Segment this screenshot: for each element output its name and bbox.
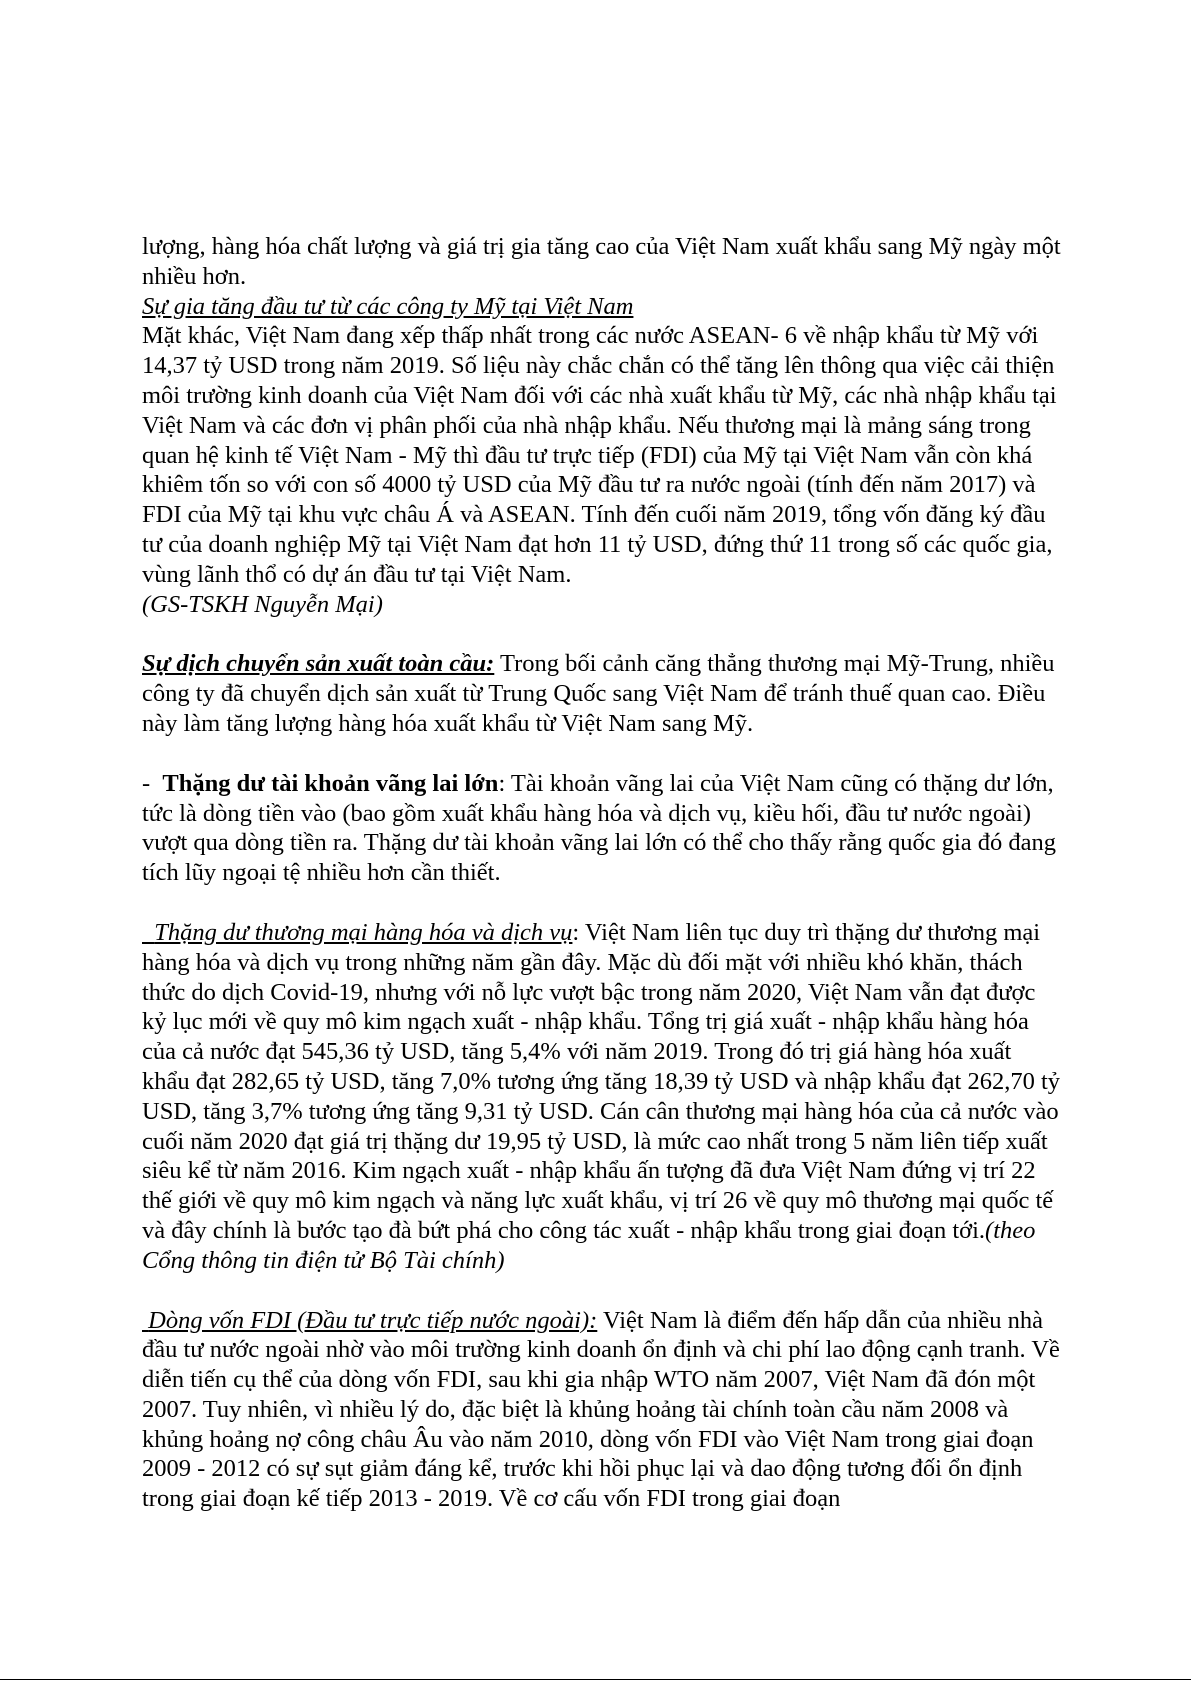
paragraph-export-growth: lượng, hàng hóa chất lượng và giá trị gia tăng cao của Việt Nam xuất khẩu sang Mỹ ngày một nhiều hơn. [142, 233, 1061, 290]
paragraph-current-account [142, 769, 1062, 888]
paragraph-trade-surplus-text: : Việt Nam liên tục duy trì thặng dư thương mại hàng hóa và dịch vụ trong những năm gần đây. Mặc dù đối mặt với nhiều khó khăn, thách thức do dịch Covid-19, nhưng với nỗ lực vượt bậc trong năm 2020, Việt Nam vẫn đạt được kỷ lục mới về quy mô kim ngạch xuất - nhập khẩu. Tổng trị giá xuất - nhập khẩu hàng hóa của cả nước đạt 545,36 tỷ USD, tăng 5,4% với năm 2019. Trong đó trị giá hàng hóa xuất khẩu đạt 282,65 tỷ USD, tăng 7,0% tương ứng tăng 18,39 tỷ USD và nhập khẩu đạt 262,70 tỷ USD, tăng 3,7% tương ứng tăng 9,31 tỷ USD. Cán cân thương mại hàng hóa của cả nước vào cuối năm 2020 đạt giá trị thặng dư 19,95 tỷ USD, là mức cao nhất trong 5 năm liên tiếp xuất siêu kể từ năm 2016. Kim ngạch xuất - nhập khẩu ấn tượng đã đưa Việt Nam đứng vị trí 22 thế giới về quy mô kim ngạch và năng lực xuất khẩu, vị trí 26 về quy mô thương mại quốc tế và đây chính là bước tạo đà bứt phá cho công tác xuất - nhập khẩu trong giai đoạn tới. [142, 918, 1067, 1244]
paragraph-production-shift [142, 649, 1062, 738]
heading-production-shift: Sự dịch chuyển sản xuất toàn cầu: [142, 650, 495, 678]
paragraph-trade-surplus [142, 918, 1067, 1276]
source-citation: (theo Cổng thông tin điện tử Bộ Tài chính) [142, 1216, 1042, 1274]
heading-us-investment: Sự gia tăng đầu tư từ các công ty Mỹ tại Việt Nam [142, 292, 634, 320]
heading-trade-surplus: Thặng dư thương mại hàng hóa và dịch vụ [142, 918, 573, 946]
paragraph-spacer [142, 888, 1062, 918]
heading-fdi [142, 1307, 597, 1334]
paragraph-production-shift-text: Trong bối cảnh căng thẳng thương mại Mỹ-Trung, nhiều công ty đã chuyển dịch sản xuất từ Trung Quốc sang Việt Nam để tránh thuế quan cao. Điều này làm tăng lượng hàng hóa xuất khẩu từ Việt Nam sang Mỹ. [142, 650, 1055, 737]
list-dash: - [142, 769, 163, 797]
heading-fdi-text: Dòng vốn FDI (Đầu tư trực tiếp nước ngoài): [142, 1306, 598, 1334]
paragraph-us-investment [142, 321, 1062, 619]
paragraph-current-account-text: : Tài khoản vãng lai của Việt Nam cũng có thặng dư lớn, tức là dòng tiền vào (bao gồm xuất khẩu hàng hóa và dịch vụ, kiều hối, đầu tư nước ngoài) vượt qua dòng tiền ra. Thặng dư tài khoản vãng lai lớn có thể cho thấy rằng quốc gia đó đang tích lũy ngoại tệ nhiều hơn cần thiết. [142, 769, 1063, 887]
page-bottom-rule [0, 1679, 1191, 1680]
paragraph-spacer [142, 619, 1062, 649]
paragraph-fdi-text: Việt Nam là điểm đến hấp dẫn của nhiều nhà đầu tư nước ngoài nhờ vào môi trường kinh doanh ổn định và chi phí lao động cạnh tranh. Về diễn tiến cụ thể của dòng vốn FDI, sau khi gia nhập WTO năm 2007, Việt Nam đã đón một 2007. Tuy nhiên, vì nhiều lý do, đặc biệt là khủng hoảng tài chính toàn cầu năm 2008 và khủng hoảng nợ công châu Âu vào năm 2010, dòng vốn FDI vào Việt Nam trong giai đoạn 2009 - 2012 có sự sụt giảm đáng kể, trước khi hồi phục lại và dao động tương đối ổn định trong giai đoạn kế tiếp 2013 - 2019. Về cơ cấu vốn FDI trong giai đoạn [142, 1306, 1067, 1513]
paragraph-spacer [142, 1276, 1062, 1306]
heading-current-account: Thặng dư tài khoản vãng lai lớn [162, 769, 499, 797]
document-page [142, 232, 1067, 1514]
source-citation: (GS-TSKH Nguyễn Mại) [142, 590, 383, 618]
paragraph-us-investment-text: Mặt khác, Việt Nam đang xếp thấp nhất trong các nước ASEAN- 6 về nhập khẩu từ Mỹ với 14,37 tỷ USD trong năm 2019. Số liệu này chắc chắn có thể tăng lên thông qua việc cải thiện môi trường kinh doanh của Việt Nam đối với các nhà xuất khẩu từ Mỹ, các nhà nhập khẩu tại Việt Nam và các đơn vị phân phối của nhà nhập khẩu. Nếu thương mại là mảng sáng trong quan hệ kinh tế Việt Nam - Mỹ thì đầu tư trực tiếp (FDI) của Mỹ tại Việt Nam vẫn còn khá khiêm tốn so với con số 4000 tỷ USD của Mỹ đầu tư ra nước ngoài (tính đến năm 2017) và FDI của Mỹ tại khu vực châu Á và ASEAN. Tính đến cuối năm 2019, tổng vốn đăng ký đầu tư của doanh nghiệp Mỹ tại Việt Nam đạt hơn 11 tỷ USD, đứng thứ 11 trong số các quốc gia, vùng lãnh thổ có dự án đầu tư tại Việt Nam. [142, 322, 1057, 588]
paragraph-fdi [142, 1306, 1067, 1515]
paragraph-spacer [142, 739, 1062, 769]
